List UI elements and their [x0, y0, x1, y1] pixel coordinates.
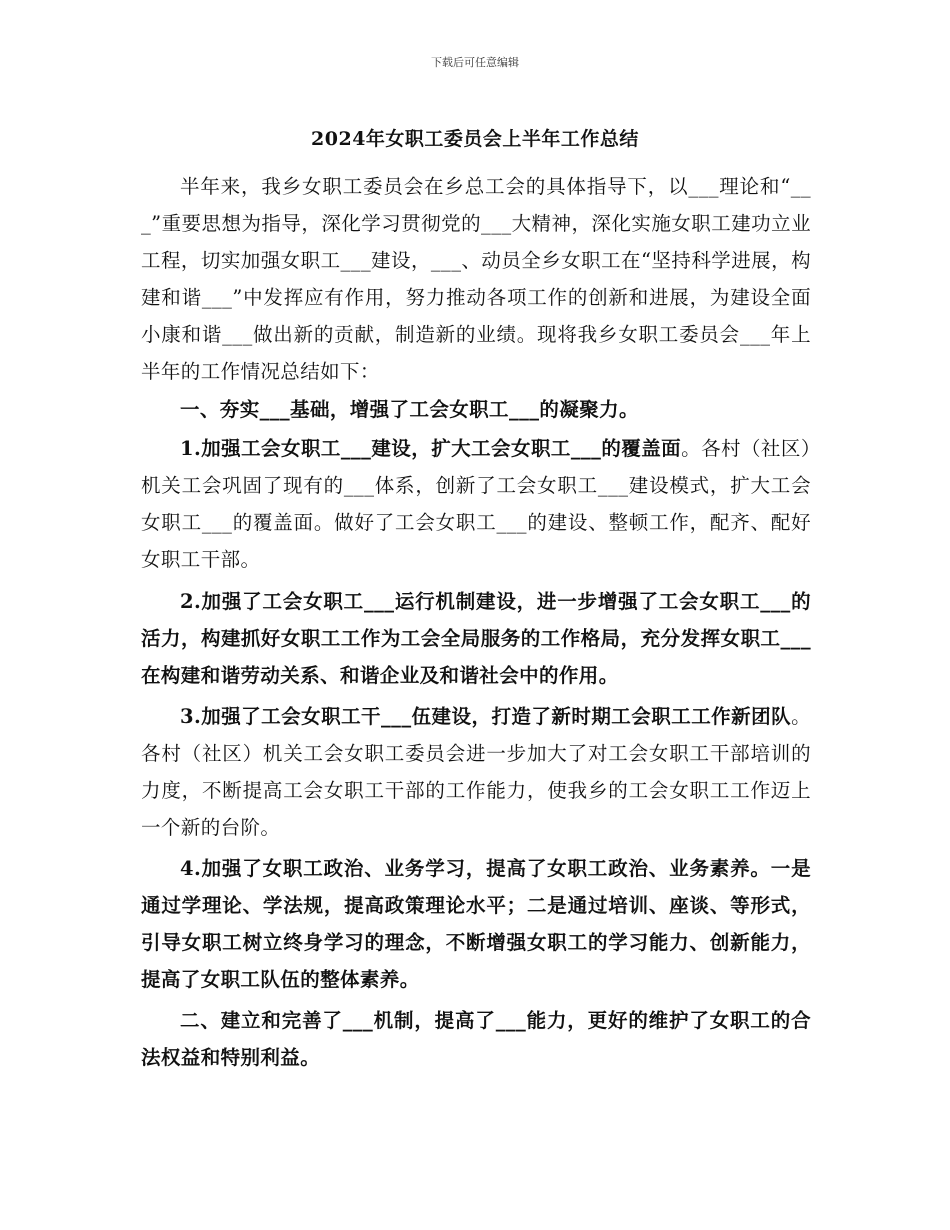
- section-two-heading: 二、建立和完善了___机制，提高了___能力，更好的维护了女职工的合法权益和特别利益。: [141, 1009, 811, 1069]
- item-4-lead: 4.加强了女职工政治、业务学习，提高了女职工政治、业务素养。一是通过学理论、学法规，提高政策理论水平；二是通过培训、座谈、等形式，引导女职工树立终身学习的理念，不断增强女职工的学习能力、创新能力，提高了女职工队伍的整体素养。: [141, 857, 811, 991]
- intro-paragraph: 半年来，我乡女职工委员会在乡总工会的具体指导下，以___理论和“___”重要思想为指导，深化学习贯彻党的___大精神，深化实施女职工建功立业工程，切实加强女职工___建设，___、动员全乡女职工在“坚持科学进展，构建和谐___”中发挥应有作用，努力推动各项工作的创新和进展，为建设全面小康和谐___做出新的贡献，制造新的业绩。现将我乡女职工委员会___年上半年的工作情况总结如下：: [141, 175, 811, 383]
- item-2-paragraph: [141, 583, 811, 694]
- item-1-text: 。各村（社区）机关工会巩固了现有的___体系，创新了工会女职工___建设模式，扩大工会女职工___的覆盖面。做好了工会女职工___的建设、整顿工作，配齐、配好女职工干部。: [141, 437, 811, 571]
- item-3-paragraph: [141, 698, 811, 846]
- item-1-lead: 1.加强工会女职工___建设，扩大工会女职工___的覆盖面: [180, 437, 682, 460]
- header-note: 下载后可任意编辑: [431, 56, 519, 69]
- section-one-heading: 一、夯实___基础，增强了工会女职工___的凝聚力。: [180, 398, 639, 421]
- item-3-text: 。各村（社区）机关工会女职工委员会进一步加大了对工会女职工干部培训的力度，不断提高工会女职工干部的工作能力，使我乡的工会女职工工作迈上一个新的台阶。: [141, 705, 811, 839]
- document-body: [141, 168, 811, 1076]
- item-3-lead: 3.加强了工会女职工干___伍建设，打造了新时期工会职工工作新团队: [180, 705, 792, 728]
- item-1-paragraph: [141, 430, 811, 578]
- item-4-paragraph: [141, 850, 811, 998]
- item-2-lead: 2.加强了工会女职工___运行机制建设，进一步增强了工会女职工___的活力，构建抓好女职工工作为工会全局服务的工作格局，充分发挥女职工___在构建和谐劳动关系、和谐企业及和谐社会中的作用。: [141, 590, 811, 687]
- document-title: 2024年女职工委员会上半年工作总结: [311, 128, 639, 150]
